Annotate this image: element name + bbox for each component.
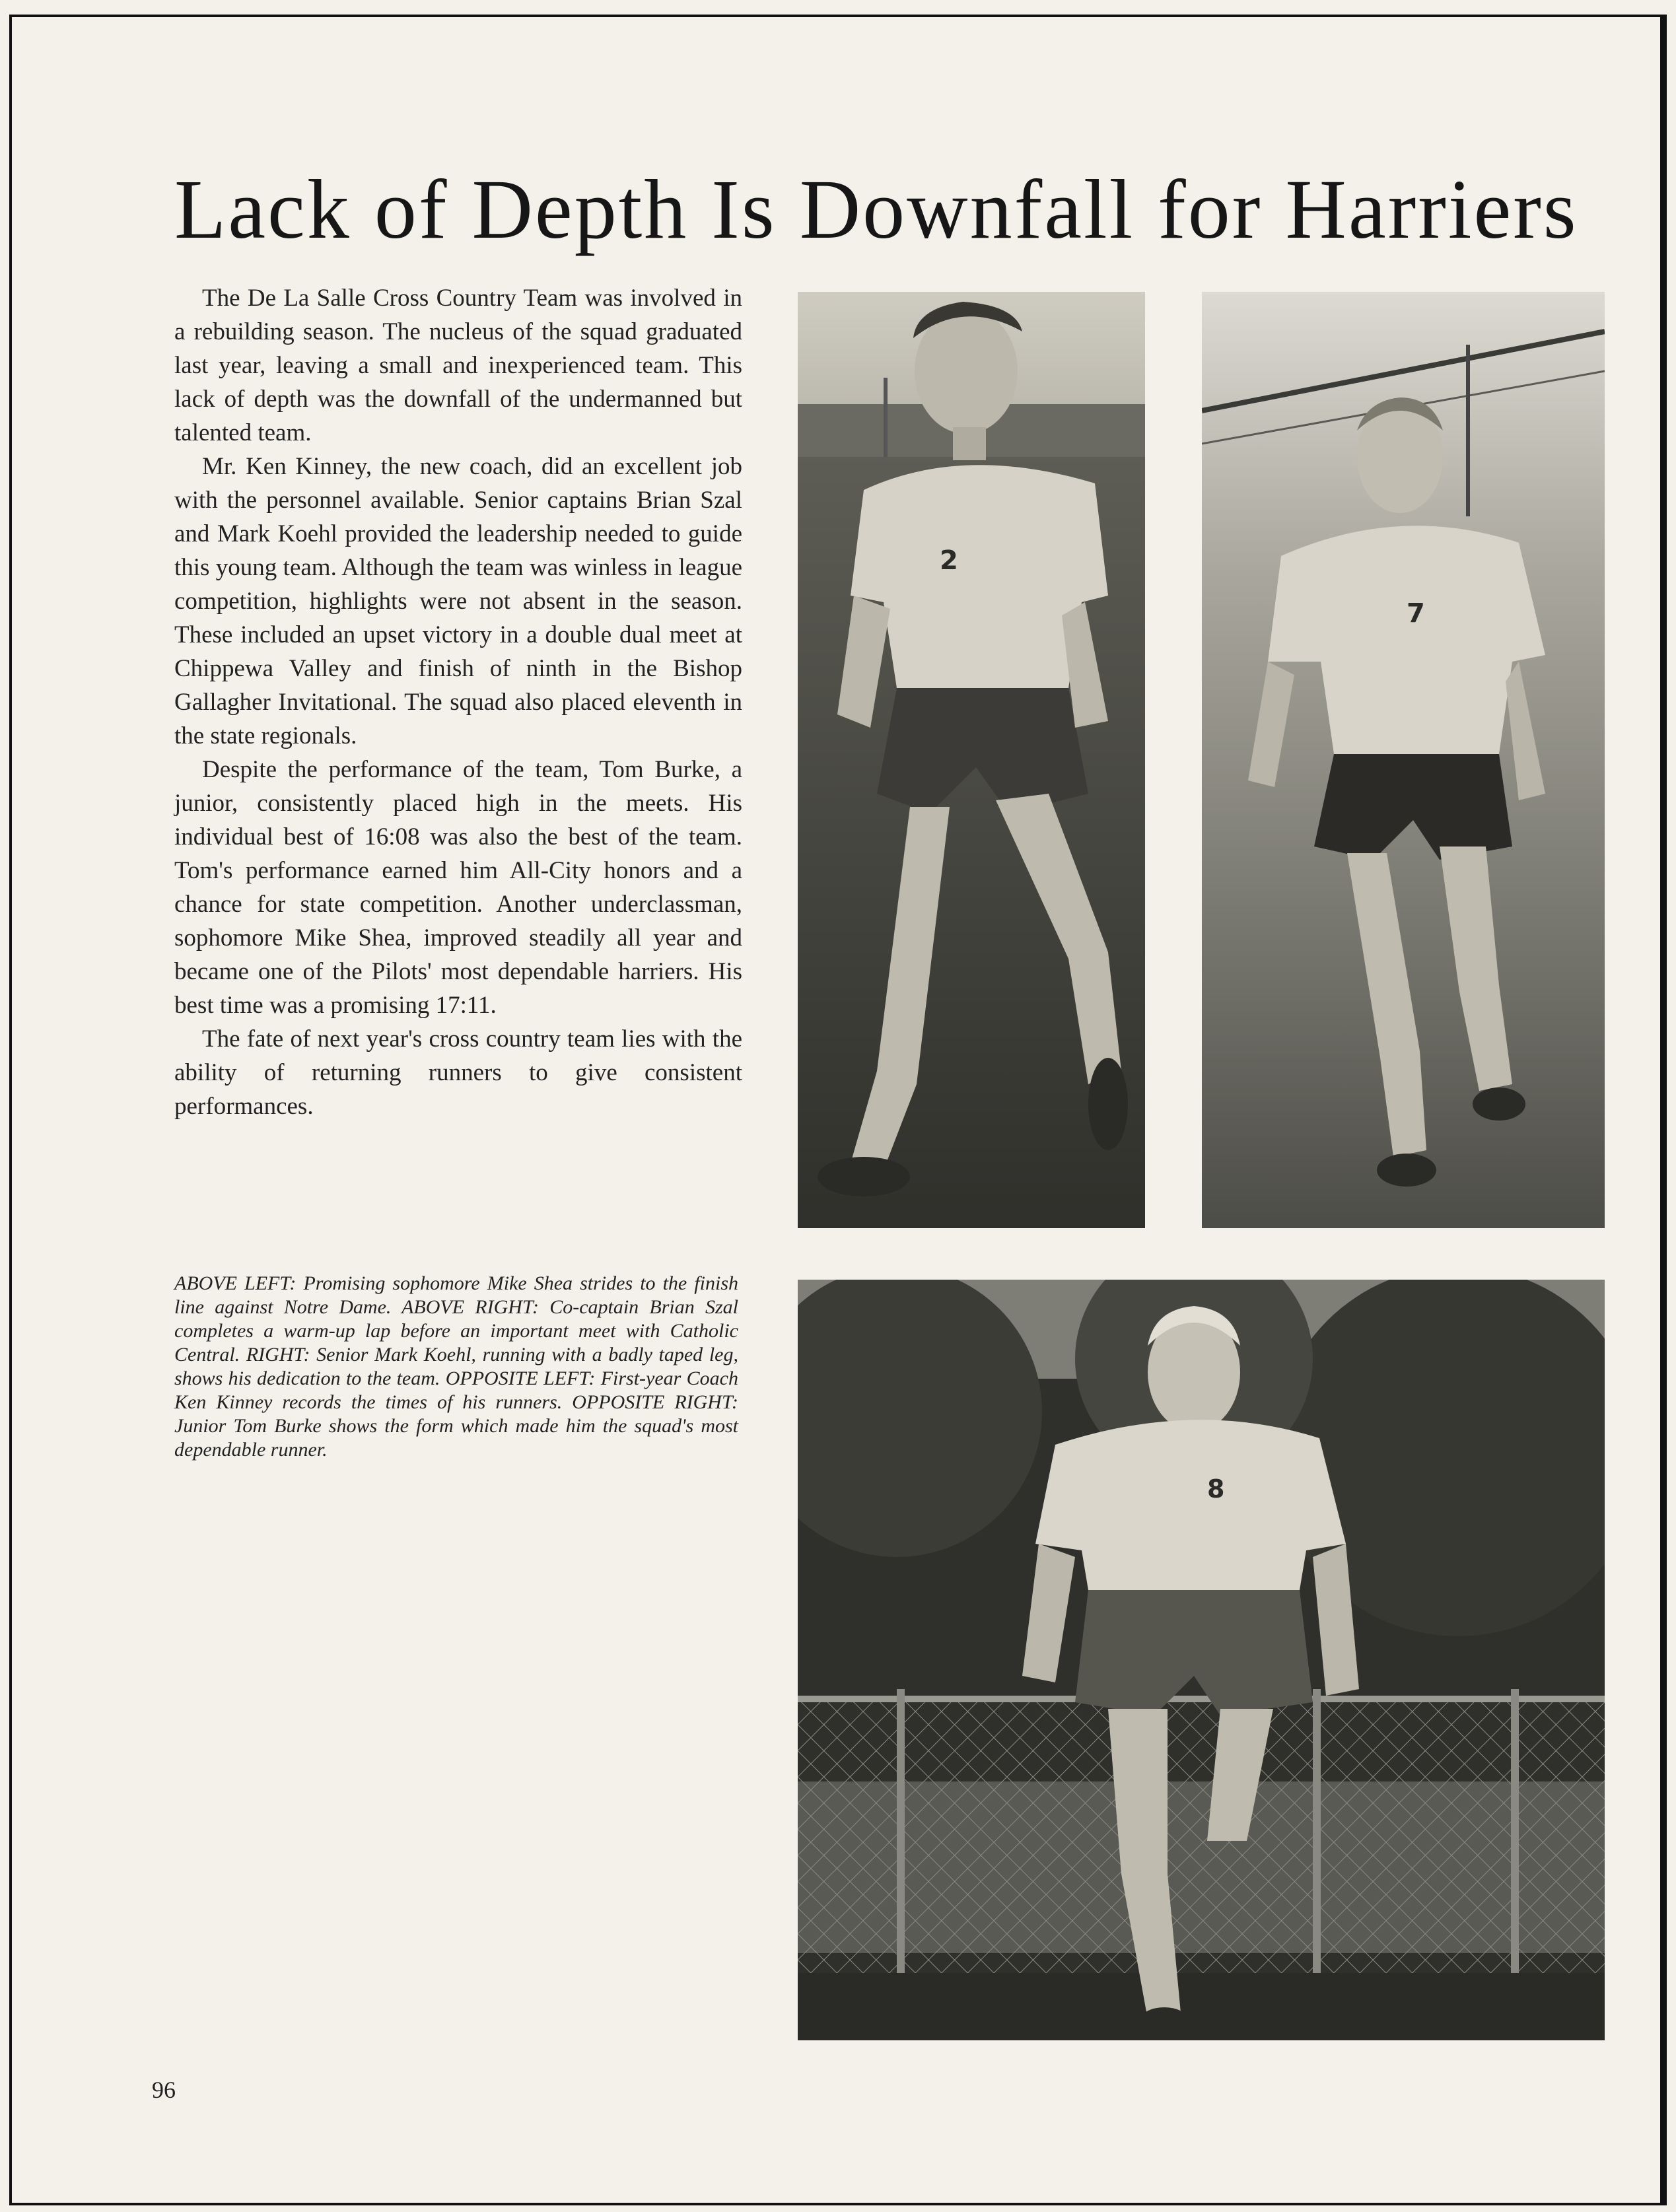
runner-photo-bottom bbox=[798, 1280, 1605, 2040]
page-number: 96 bbox=[152, 2077, 176, 2103]
shirt-number-right: 7 bbox=[1407, 598, 1425, 629]
paragraph-3: Despite the performance of the team, Tom Burke, a junior, consistently placed high in the meets. His individual best of 16:08 was also the best of the team. Tom's performance earned him All-City honors and a chance for state competition. Another underclassman, sophomore Mike Shea, improved steadily all year and became one of the Pilots' most dependable harriers. His best time was a promising 17:11. bbox=[174, 756, 742, 1019]
shirt-number-bottom: 8 bbox=[1207, 1474, 1225, 1503]
photo-runner-mark-koehl bbox=[798, 1280, 1605, 2040]
runner-photo-left bbox=[798, 292, 1145, 1228]
photo-caption: ABOVE LEFT: Promising sophomore Mike Shea strides to the finish line against Notre Dame. ABOVE RIGHT: Co-captain Brian Szal completes a warm-up lap before an important meet with Catholic Central. RIGHT: Senior Mark Koehl, running with a badly taped leg, shows his dedication to the team. OPPOSITE LEFT: First-year Coach Ken Kinney records the times of his runners. OPPOSITE RIGHT: Junior Tom Burke shows the form which made him the squad's most dependable runner. bbox=[174, 1272, 738, 1461]
runner-photo-right bbox=[1202, 292, 1605, 1228]
paragraph-2: Mr. Ken Kinney, the new coach, did an excellent job with the personnel available. Senior captains Brian Szal and Mark Koehl provided the leadership needed to guide this young team. Although the team was winless in league competition, highlights were not absent in the season. These included an upset victory in a double dual meet at Chippewa Valley and finish of ninth in the Bishop Gallagher Invitational. The squad also placed eleventh in the state regionals. bbox=[174, 453, 742, 749]
page-title: Lack of Depth Is Downfall for Harriers bbox=[174, 162, 1578, 256]
photo-runner-brian-szal bbox=[1202, 292, 1605, 1228]
shirt-number-left: 2 bbox=[940, 545, 958, 576]
paragraph-1: The De La Salle Cross Country Team was involved in a rebuilding season. The nucleus of the squad graduated last year, leaving a small and inexperienced team. This lack of depth was the downfall of the undermanned but talented team. bbox=[174, 285, 742, 446]
article-body bbox=[174, 281, 742, 1123]
paragraph-4: The fate of next year's cross country team lies with the ability of returning runners to give consistent performances. bbox=[174, 1025, 742, 1120]
yearbook-page bbox=[9, 15, 1667, 2205]
photo-runner-mike-shea bbox=[798, 292, 1145, 1228]
